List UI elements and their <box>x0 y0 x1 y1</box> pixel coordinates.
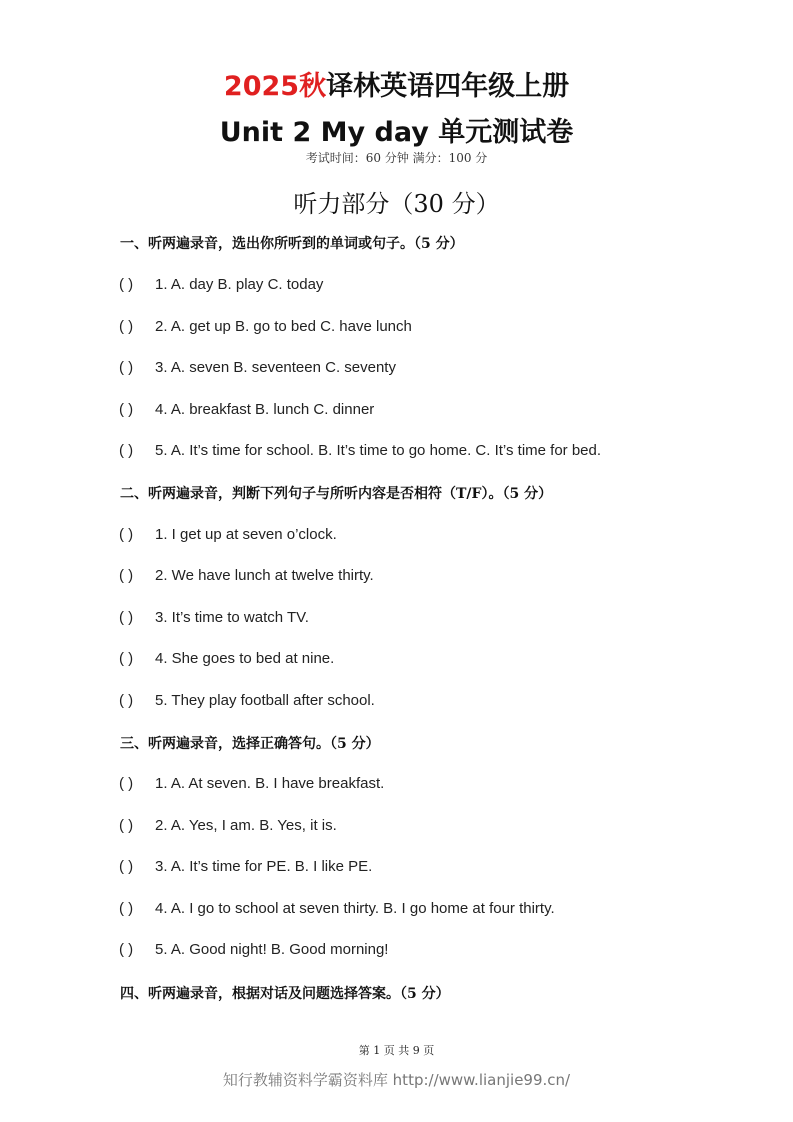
question-text: 1. A. At seven. B. I have breakfast. <box>155 775 385 792</box>
question-item <box>119 858 372 875</box>
question-item <box>119 941 388 958</box>
section-heading-3: 三、听两遍录音，选择正确答句。（5 分） <box>120 736 380 752</box>
question-text: 2. A. get up B. go to bed C. have lunch <box>155 318 412 335</box>
question-item <box>119 359 396 376</box>
answer-paren: ( ) <box>119 650 134 667</box>
question-text: 3. A. seven B. seventeen C. seventy <box>155 359 396 376</box>
question-item <box>119 401 374 418</box>
question-text: 5. They play football after school. <box>155 692 375 709</box>
answer-paren: ( ) <box>119 858 134 875</box>
answer-paren: ( ) <box>119 526 134 543</box>
answer-paren: ( ) <box>119 276 134 293</box>
question-text: 5. A. Good night! B. Good morning! <box>155 941 389 958</box>
section-heading-4: 四、听两遍录音，根据对话及问题选择答案。（5 分） <box>120 986 450 1002</box>
question-text: 4. She goes to bed at nine. <box>155 650 335 667</box>
document-subtitle: Unit 2 My day 单元测试卷 <box>219 117 574 148</box>
question-item <box>119 609 309 626</box>
question-text: 1. I get up at seven o’clock. <box>155 526 337 543</box>
question-item <box>119 692 375 709</box>
question-text: 5. A. It’s time for school. B. It’s time to go home. C. It’s time for bed. <box>155 442 602 459</box>
question-item <box>119 775 384 792</box>
question-item <box>119 526 337 543</box>
exam-info: 考试时间：60 分钟 满分：100 分 <box>305 151 488 165</box>
question-text: 4. A. I go to school at seven thirty. B. I go home at four thirty. <box>155 900 555 917</box>
question-item <box>119 442 601 459</box>
watermark: 知行教辅资料学霸资料库 http://www.lianjie99.cn/ <box>222 1071 571 1089</box>
question-text: 4. A. breakfast B. lunch C. dinner <box>155 401 375 418</box>
title-year: 2025 <box>223 71 300 102</box>
answer-paren: ( ) <box>119 401 134 418</box>
section-heading-1: 一、听两遍录音，选出你所听到的单词或句子。（5 分） <box>120 236 464 252</box>
answer-paren: ( ) <box>119 359 134 376</box>
question-item <box>119 318 412 335</box>
question-text: 2. A. Yes, I am. B. Yes, it is. <box>155 817 337 834</box>
question-text: 3. It’s time to watch TV. <box>155 609 309 626</box>
page-number: 第 1 页 共 9 页 <box>358 1044 435 1057</box>
question-text: 1. A. day B. play C. today <box>155 276 324 293</box>
part-title: 听力部分（30 分） <box>293 190 500 218</box>
answer-paren: ( ) <box>119 609 134 626</box>
question-item <box>119 650 334 667</box>
answer-paren: ( ) <box>119 941 134 958</box>
title-red-char: 秋 <box>299 71 327 102</box>
title-rest: 译林英语四年级上册 <box>326 71 570 102</box>
document-title <box>0 64 793 103</box>
answer-paren: ( ) <box>119 817 134 834</box>
question-text: 2. We have lunch at twelve thirty. <box>155 567 374 584</box>
answer-paren: ( ) <box>119 567 134 584</box>
answer-paren: ( ) <box>119 900 134 917</box>
answer-paren: ( ) <box>119 775 134 792</box>
question-item <box>119 817 337 834</box>
question-item <box>119 567 374 584</box>
answer-paren: ( ) <box>119 442 134 459</box>
question-item <box>119 900 555 917</box>
question-text: 3. A. It’s time for PE. B. I like PE. <box>155 858 373 875</box>
question-item <box>119 276 323 293</box>
answer-paren: ( ) <box>119 318 134 335</box>
section-heading-2: 二、听两遍录音，判断下列句子与所听内容是否相符（T/F）。（5 分） <box>120 486 553 502</box>
answer-paren: ( ) <box>119 692 134 709</box>
